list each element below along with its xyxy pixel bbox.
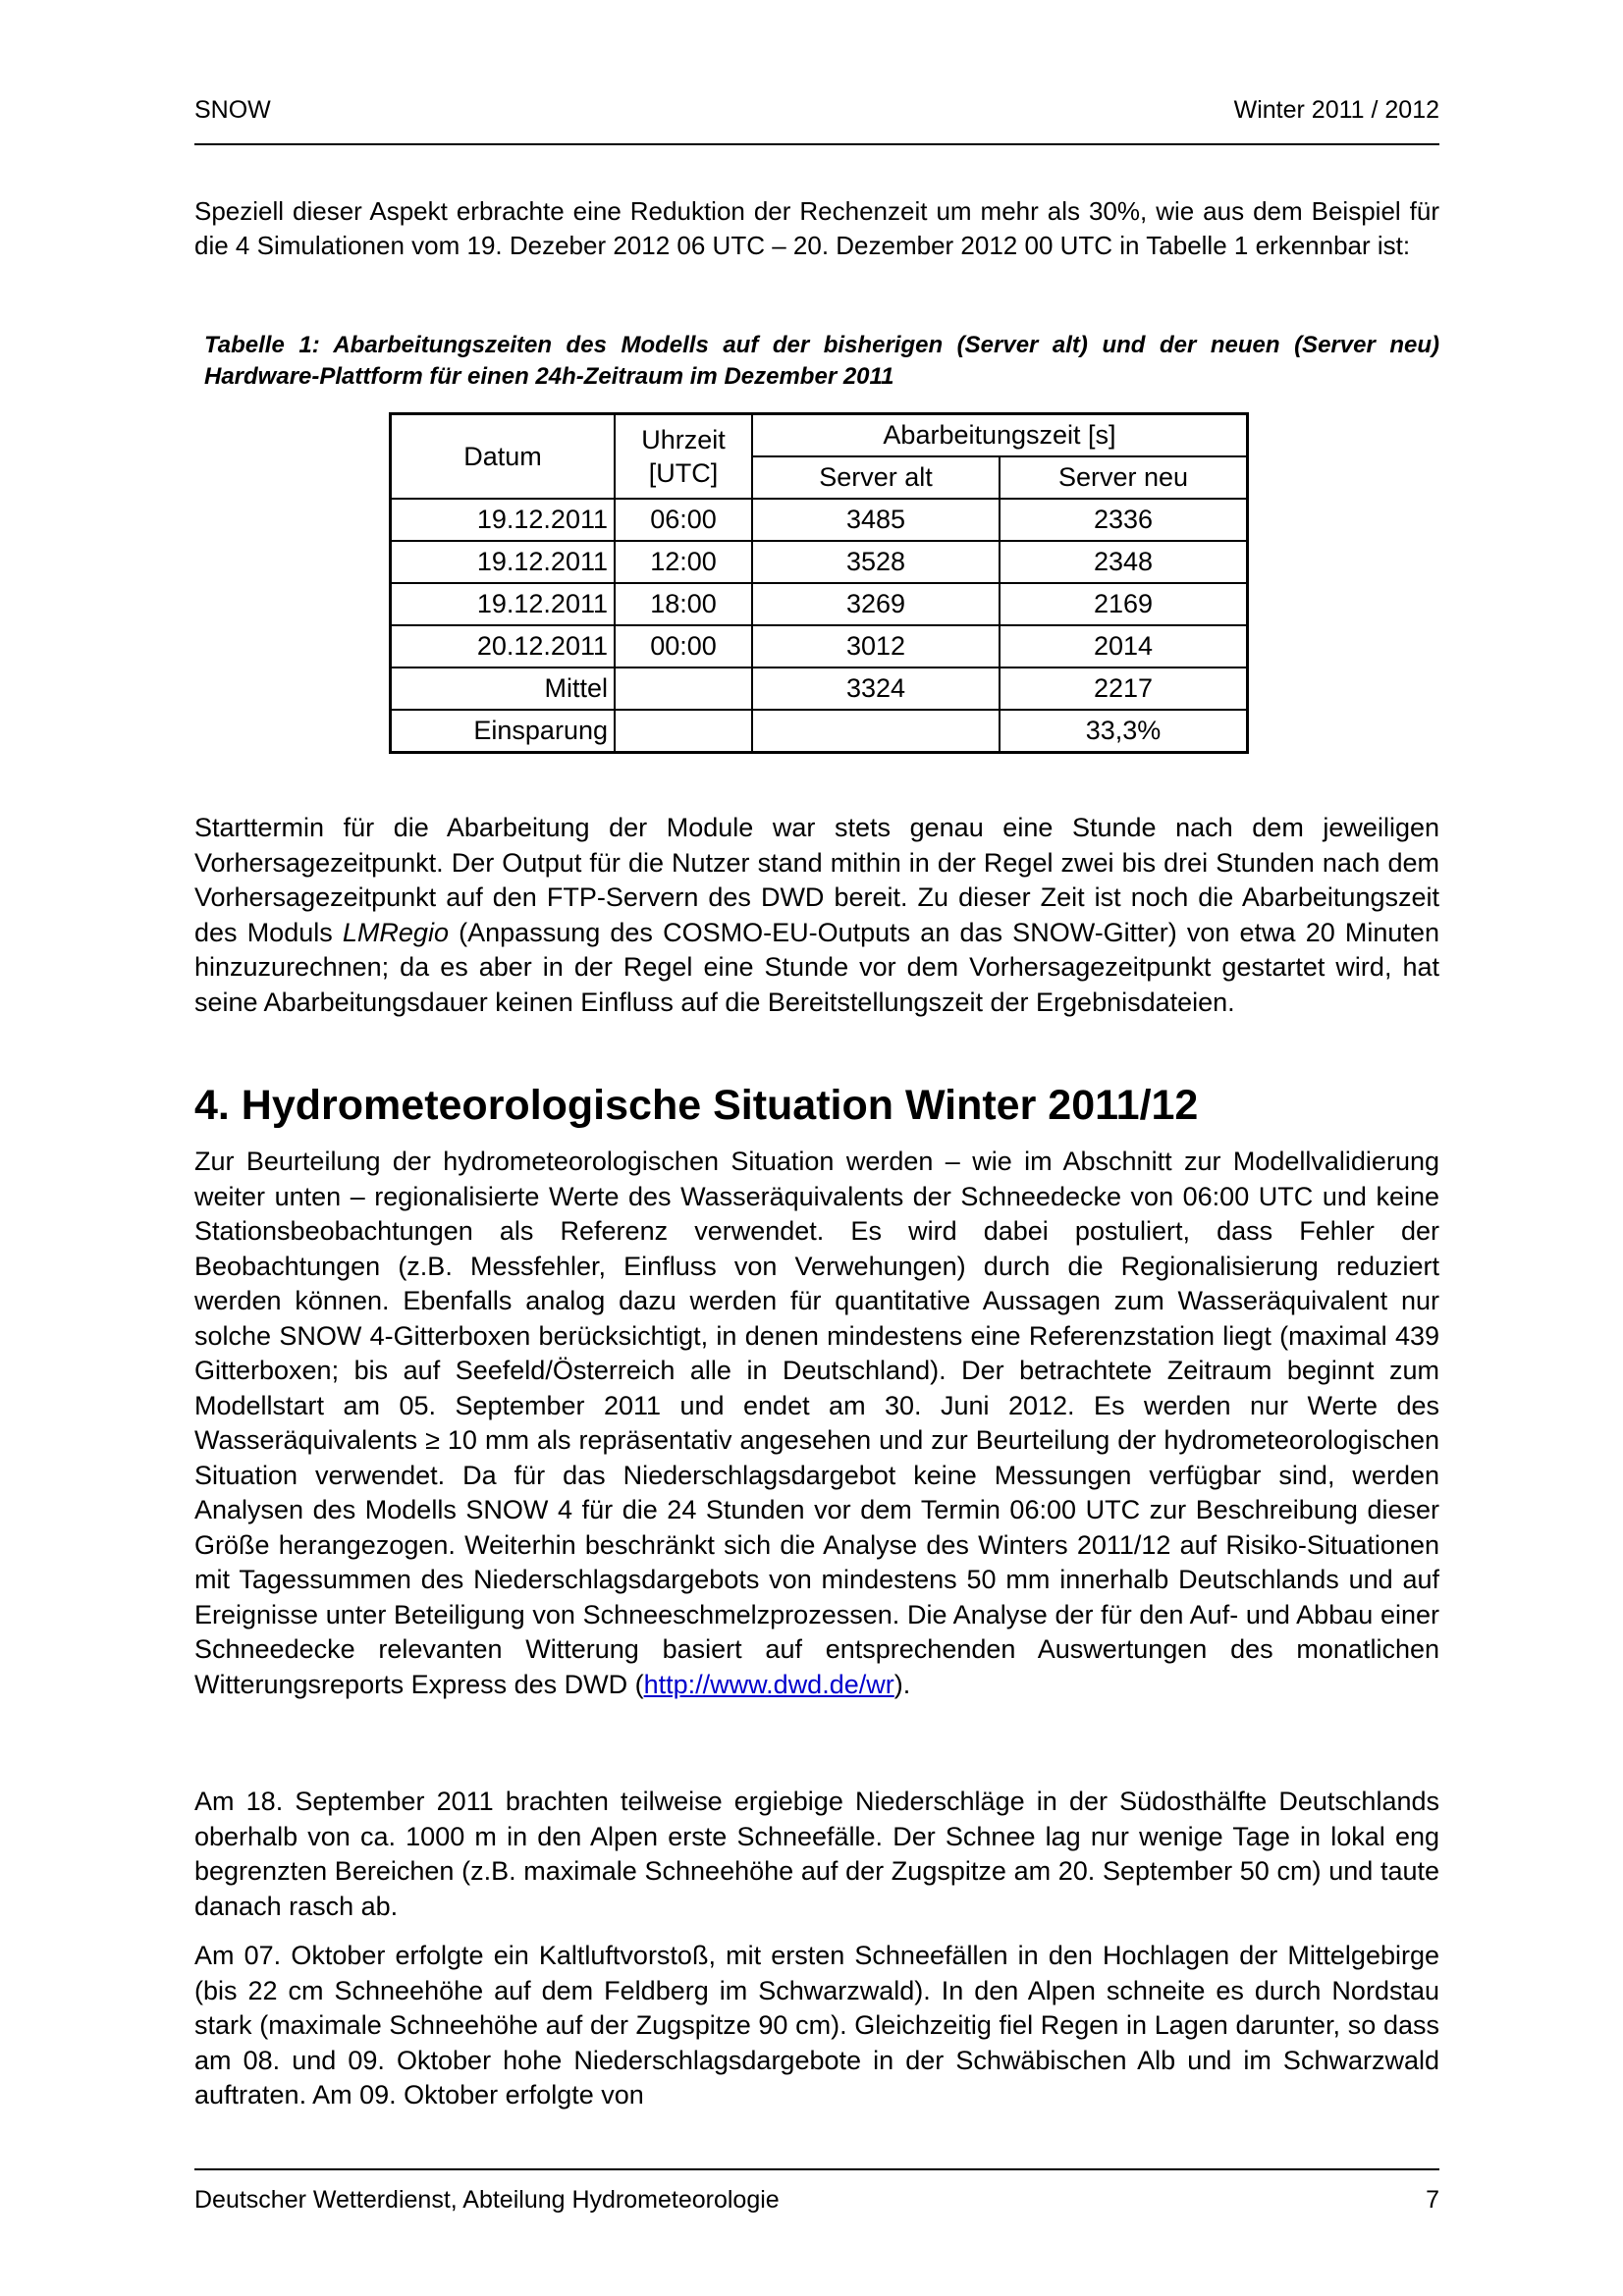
cell-server-neu: 2348 [1000, 541, 1248, 583]
cell-datum: Mittel [391, 667, 616, 710]
paragraph-text: ). [893, 1669, 911, 1699]
table-row [391, 583, 1248, 625]
table-row [391, 541, 1248, 583]
cell-server-alt: 3528 [752, 541, 1000, 583]
header-left: SNOW [194, 96, 271, 124]
intro-paragraph: Speziell dieser Aspekt erbrachte eine Reduktion der Rechenzeit um mehr als 30%, wie aus dem Beispiel für die 4 Simulationen vom 19. Dezeber 2012 06 UTC – 20. Dezember 2012 00 UTC in Tabelle 1 erkennbar ist: [194, 196, 1439, 260]
header-right: Winter 2011 / 2012 [1233, 96, 1439, 124]
cell-datum: 19.12.2011 [391, 541, 616, 583]
th-server-neu: Server neu [1000, 456, 1248, 499]
cell-uhrzeit: 00:00 [615, 625, 752, 667]
table-row-einsparung [391, 710, 1248, 753]
cell-server-neu: 2014 [1000, 625, 1248, 667]
paragraph-text: (Anpassung des COSMO-EU-Outputs an das SNOW-Gitter) von etwa 20 Minuten hinzuzurechnen; da es aber in der Regel eine Stunde vor dem Vorhersagezeitpunkt gestartet wird, hat seine Abarbeitungsdauer keinen Einfluss auf die Bereitstellungszeit der Ergebnisdateien. [194, 917, 1439, 1017]
paragraph-september: Am 18. September 2011 brachten teilweise ergiebige Niederschläge in der Südosthälfte Deutschlands oberhalb von ca. 1000 m in den Alpen erste Schneefälle. Der Schnee lag nur wenige Tage in lokal eng begrenzten Bereichen (z.B. maximale Schneehöhe auf der Zugspitze am 20. September 50 cm) und taute danach rasch ab. [194, 1787, 1439, 1921]
cell-uhrzeit [615, 710, 752, 753]
table-caption: Tabelle 1: Abarbeitungszeiten des Modells auf der bisherigen (Server alt) und der neuen (Server neu) Hardware-Plattform für einen 24h-Zeitraum im Dezember 2011 [204, 332, 1439, 390]
table-row [391, 499, 1248, 541]
th-datum: Datum [391, 414, 616, 500]
cell-datum: Einsparung [391, 710, 616, 753]
cell-server-neu: 2336 [1000, 499, 1248, 541]
cell-uhrzeit: 18:00 [615, 583, 752, 625]
th-server-alt: Server alt [752, 456, 1000, 499]
page-number: 7 [1426, 2186, 1439, 2214]
cell-server-alt: 3485 [752, 499, 1000, 541]
th-abarbeitungszeit: Abarbeitungszeit [s] [752, 414, 1248, 457]
table-row [391, 625, 1248, 667]
paragraph-starttermin [194, 811, 1439, 1020]
cell-server-neu: 2217 [1000, 667, 1248, 710]
cell-server-alt: 3269 [752, 583, 1000, 625]
th-uhrzeit: Uhrzeit [UTC] [615, 414, 752, 500]
section-title: 4. Hydrometeorologische Situation Winter 2011/12 [194, 1082, 1199, 1129]
cell-server-alt: 3324 [752, 667, 1000, 710]
cell-datum: 19.12.2011 [391, 499, 616, 541]
paragraph-text: Starttermin für die Abarbeitung der Module war stets genau eine Stunde nach dem jeweiligen Vorhersagezeitpunkt. Der Output für die Nutzer stand mithin in der Regel zwei bis drei Stunden nach dem Vorhersagezeitpunkt auf den FTP-Servern des DWD bereit. Zu dieser Zeit ist noch die Abarbeitungszeit des Moduls [194, 813, 1439, 947]
cell-server-alt: 3012 [752, 625, 1000, 667]
page-header [194, 96, 1439, 145]
paragraph-oktober: Am 07. Oktober erfolgte ein Kaltluftvorstoß, mit ersten Schneefällen in den Hochlagen der Mittelgebirge (bis 22 cm Schneehöhe auf dem Feldberg im Schwarzwald). In den Alpen schneite es durch Nordstau stark (maximale Schneehöhe auf der Zugspitze 90 cm). Gleichzeitig fiel Regen in Lagen darunter, so dass am 08. und 09. Oktober hohe Niederschlagsdargebote in der Schwäbischen Alb und im Schwarzwald auftraten. Am 09. Oktober erfolgte von [194, 1941, 1439, 2109]
cell-uhrzeit: 12:00 [615, 541, 752, 583]
table-row-mittel [391, 667, 1248, 710]
dwd-link[interactable]: http://www.dwd.de/wr [643, 1669, 894, 1699]
footer-left: Deutscher Wetterdienst, Abteilung Hydrometeorologie [194, 2186, 780, 2214]
cell-server-alt [752, 710, 1000, 753]
cell-uhrzeit: 06:00 [615, 499, 752, 541]
cell-uhrzeit [615, 667, 752, 710]
cell-datum: 20.12.2011 [391, 625, 616, 667]
cell-server-neu: 33,3% [1000, 710, 1248, 753]
module-name: LMRegio [342, 917, 449, 947]
cell-datum: 19.12.2011 [391, 583, 616, 625]
paragraph-hydrometeorologie [194, 1145, 1439, 1702]
cell-server-neu: 2169 [1000, 583, 1248, 625]
page-footer [194, 2168, 1439, 2214]
processing-times-table [389, 412, 1249, 754]
paragraph-text: Zur Beurteilung der hydrometeorologischen Situation werden – wie im Abschnitt zur Modellvalidierung weiter unten – regionalisierte Werte des Wasseräquivalents der Schneedecke von 06:00 UTC und keine Stationsbeobachtungen als Referenz verwendet. Es wird dabei postuliert, dass Fehler der Beobachtungen (z.B. Messfehler, Einfluss von Verwehungen) durch die Regionalisierung reduziert werden können. Ebenfalls analog dazu werden für quantitative Aussagen zum Wasseräquivalent nur solche SNOW 4-Gitterboxen berücksichtigt, in denen mindestens eine Referenzstation liegt (maximal 439 Gitterboxen; bis auf Seefeld/Österreich alle in Deutschland). Der betrachtete Zeitraum beginnt zum Modellstart am 05. September 2011 und endet am 30. Juni 2012. Es werden nur Werte des Wasseräquivalents ≥ 10 mm als repräsentativ angesehen und zur Beurteilung der hydrometeorologischen Situation verwendet. Da für das Niederschlagsdargebot keine Messungen verfügbar sind, werden Analysen des Modells SNOW 4 für die 24 Stunden vor dem Termin 06:00 UTC zur Beschreibung dieser Größe herangezogen. Weiterhin beschränkt sich die Analyse des Winters 2011/12 auf Risiko-Situationen mit Tagessummen des Niederschlagsdargebots von mindestens 50 mm innerhalb Deutschlands und auf Ereignisse unter Beteiligung von Schneeschmelzprozessen. Die Analyse der für den Auf- und Abbau einer Schneedecke relevanten Witterung basiert auf entsprechenden Auswertungen des monatlichen Witterungsreports Express des DWD ( [194, 1147, 1439, 1699]
